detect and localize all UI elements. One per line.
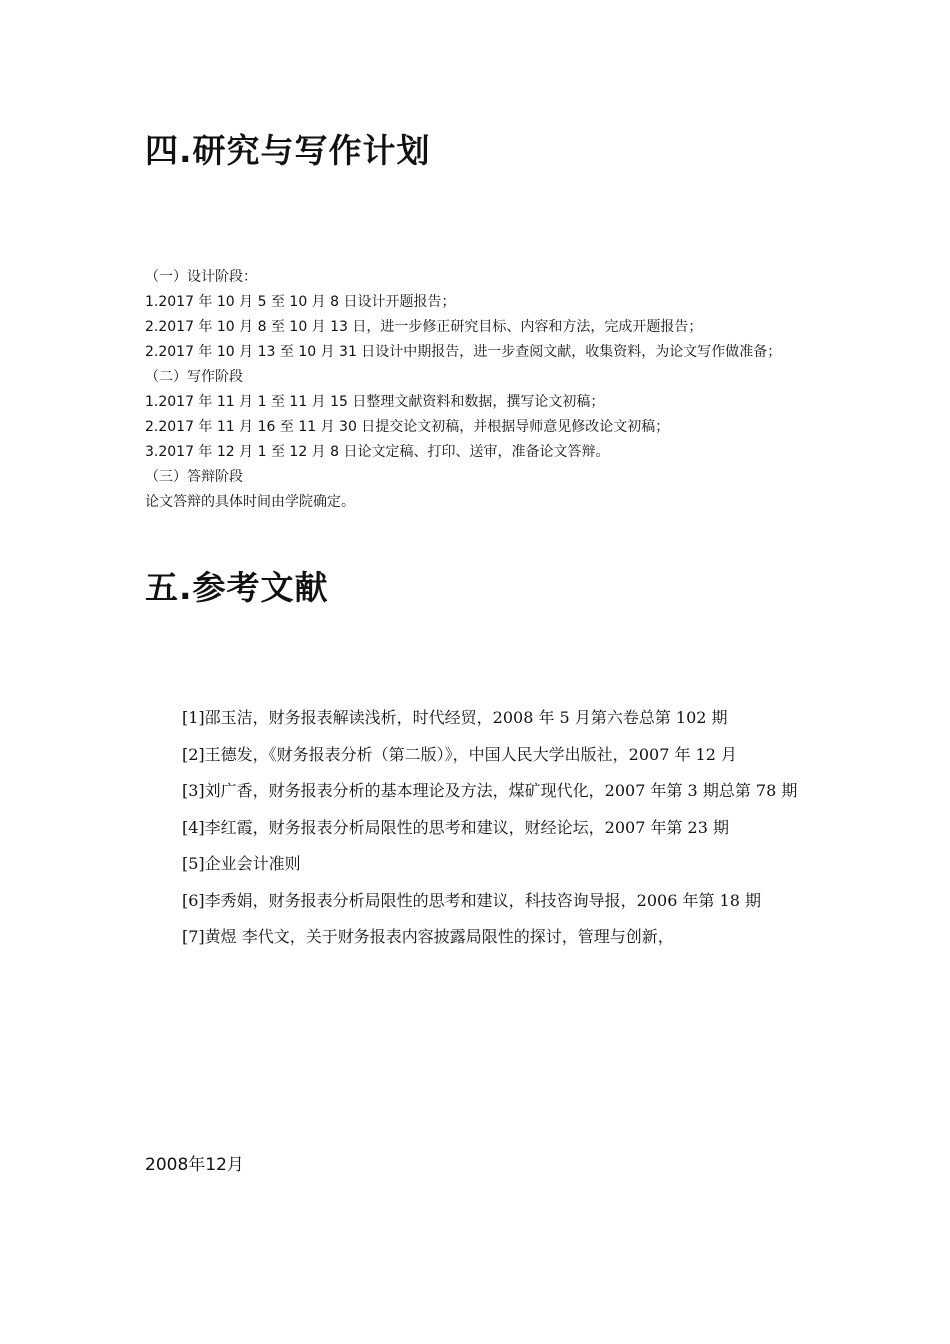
section-heading-references: 五.参考文献 [145, 568, 329, 607]
plan-line: （三）答辩阶段 [145, 469, 243, 485]
reference-item: [1]邵玉洁，财务报表解读浅析，时代经贸，2008 年 5 月第六卷总第 102 期 [182, 708, 728, 727]
research-plan-body [145, 265, 810, 515]
reference-item: [6]李秀娟，财务报表分析局限性的思考和建议，科技咨询导报，2006 年第 18 期 [182, 890, 762, 910]
reference-text: 黄煜 李代文，关于财务报表内容披露局限性的探讨，管理与创新， [204, 927, 674, 946]
reference-list [145, 700, 810, 956]
plan-line: 3.2017 年 12 月 1 至 12 月 8 日论文定稿、打印、送审，准备论文答辩。 [145, 444, 610, 460]
reference-item: [4]李红霞，财务报表分析局限性的思考和建议，财经论坛，2007 年第 23 期 [182, 817, 730, 837]
reference-item: [2]王德发，《财务报表分析（第二版）》，中国人民大学出版社，2007 年 12 月 [182, 744, 738, 764]
plan-line: 2.2017 年 10 月 13 至 10 月 31 日设计中期报告，进一步查阅文献，收集资料，为论文写作做准备； [145, 344, 782, 360]
section-heading-research-plan: 四.研究与写作计划 [145, 131, 431, 170]
plan-line: 论文答辩的具体时间由学院确定。 [145, 494, 355, 510]
reference-item: [3]刘广香，财务报表分析的基本理论及方法，煤矿现代化，2007 年第 3 期总第 78 期 [182, 781, 798, 800]
plan-line: 2.2017 年 10 月 8 至 10 月 13 日，进一步修正研究目标、内容和方法，完成开题报告； [145, 319, 703, 335]
plan-line: 2.2017 年 11 月 16 至 11 月 30 日提交论文初稿，并根据导师意见修改论文初稿； [145, 419, 670, 435]
reference-marker: [7] [182, 927, 205, 946]
plan-line: （二）写作阶段 [145, 369, 243, 385]
plan-line: 1.2017 年 11 月 1 至 11 月 15 日整理文献资料和数据，撰写论文初稿； [145, 394, 605, 410]
plan-line: （一）设计阶段： [145, 269, 257, 285]
reference-item-7 [145, 919, 810, 956]
plan-line: 1.2017 年 10 月 5 至 10 月 8 日设计开题报告； [145, 294, 456, 310]
reference-item: [5]企业会计准则 [182, 854, 301, 873]
reference-7-date: 2008年12月 [145, 1155, 244, 1175]
